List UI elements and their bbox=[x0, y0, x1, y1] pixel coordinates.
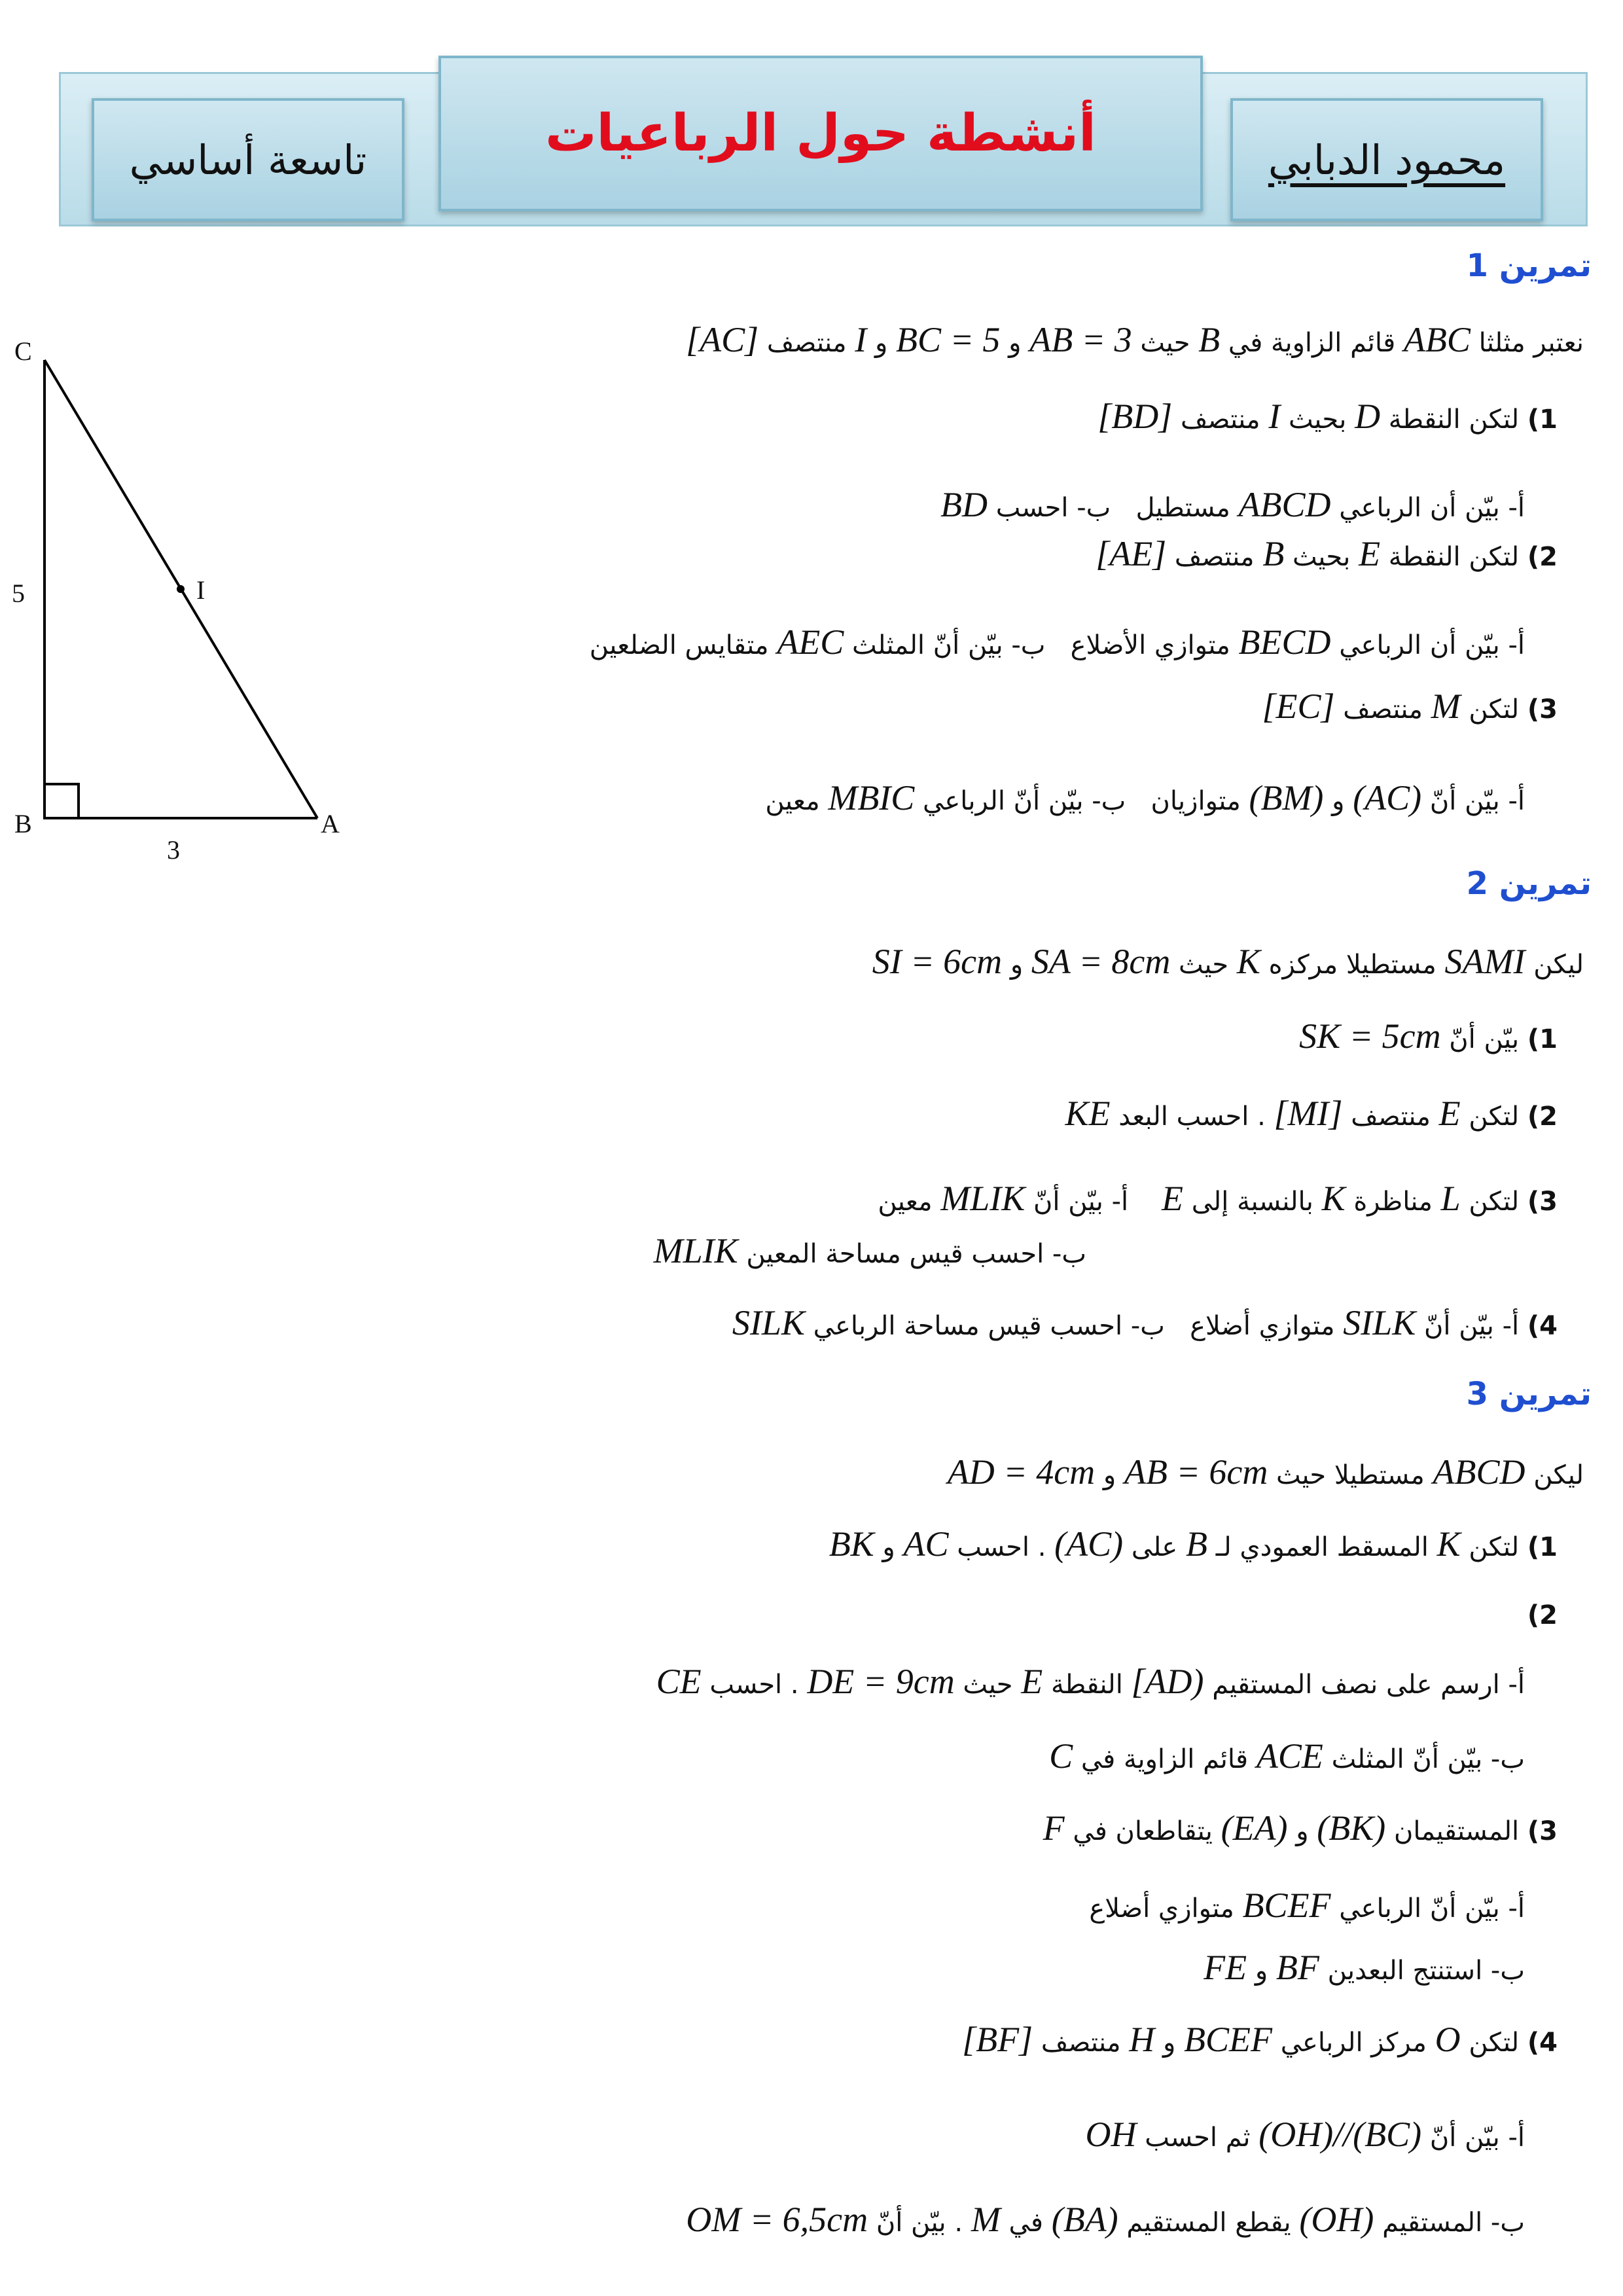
label-c: C bbox=[14, 340, 32, 366]
math: CE bbox=[656, 1662, 702, 1701]
ex3-q2a bbox=[656, 1661, 1525, 1702]
text: متوازي أضلاع bbox=[1089, 1893, 1234, 1924]
text: متوازي الأضلاع bbox=[1070, 630, 1230, 660]
text: أ- بيّن أنّ الرباعي bbox=[1339, 1893, 1525, 1924]
text: ليكن bbox=[1533, 1460, 1584, 1490]
text: لتكن النقطة bbox=[1388, 404, 1520, 435]
text: منتصف bbox=[1351, 1102, 1431, 1132]
math: C bbox=[1049, 1736, 1073, 1776]
text: منتصف bbox=[766, 328, 847, 358]
text: مستطيلا حيث bbox=[1276, 1460, 1425, 1490]
ex2-q4 bbox=[732, 1302, 1558, 1343]
text: بالنسبة إلى bbox=[1191, 1187, 1313, 1217]
math: AB = 3 bbox=[1029, 320, 1132, 359]
label-i: I bbox=[196, 575, 205, 605]
math: M bbox=[1431, 687, 1461, 726]
text: ب- بيّن أنّ المثلث bbox=[852, 630, 1046, 660]
text: على bbox=[1131, 1532, 1178, 1562]
text: يقطع المستقيم bbox=[1126, 2208, 1291, 2238]
ex1-q2 bbox=[1096, 533, 1558, 574]
text: أ- بيّن أنّ bbox=[1429, 2123, 1525, 2153]
math: BD bbox=[940, 485, 988, 524]
text: بيّن أنّ bbox=[1449, 1024, 1520, 1054]
math: H bbox=[1129, 2020, 1155, 2059]
text: منتصف bbox=[1174, 542, 1255, 572]
text: ليكن bbox=[1533, 950, 1584, 980]
math: (BM) bbox=[1249, 778, 1324, 817]
text: أ- بيّن أن الرباعي bbox=[1339, 493, 1525, 523]
math: (BK) bbox=[1317, 1808, 1386, 1848]
math: K bbox=[1436, 1524, 1461, 1564]
math: SILK bbox=[732, 1303, 805, 1342]
ex3-q4b bbox=[686, 2199, 1525, 2240]
text: معين bbox=[765, 786, 820, 816]
question-number: 3) bbox=[1527, 1816, 1558, 1846]
math: F bbox=[1043, 1808, 1065, 1848]
math: I bbox=[855, 320, 867, 359]
text: متوازي أضلاع bbox=[1190, 1311, 1335, 1341]
text: لتكن النقطة bbox=[1388, 542, 1520, 572]
text: لتكن bbox=[1469, 1102, 1520, 1132]
math: [AC] bbox=[686, 320, 759, 359]
math: FE bbox=[1204, 1948, 1247, 1987]
math: [AD) bbox=[1131, 1662, 1204, 1701]
math: [BF] bbox=[962, 2020, 1033, 2059]
triangle-figure bbox=[0, 340, 353, 864]
math: K bbox=[1236, 942, 1260, 981]
math: BC = 5 bbox=[895, 320, 1001, 359]
math: D bbox=[1355, 397, 1381, 436]
ex3-q2b bbox=[1049, 1736, 1525, 1776]
math: OH bbox=[1085, 2115, 1137, 2154]
ex2-intro bbox=[872, 941, 1584, 982]
question-number: 1) bbox=[1527, 1532, 1558, 1562]
label-b: B bbox=[14, 809, 32, 838]
text: منتصف bbox=[1180, 404, 1260, 435]
math: E bbox=[1438, 1094, 1461, 1133]
math: BCEF bbox=[1183, 2020, 1272, 2059]
text: لتكن bbox=[1469, 1187, 1520, 1217]
text: أ- ارسم على نصف المستقيم bbox=[1212, 1670, 1525, 1700]
math: DE = 9cm bbox=[807, 1662, 955, 1701]
ex3-intro bbox=[948, 1452, 1584, 1492]
ex2-q2 bbox=[1065, 1093, 1558, 1134]
math: ABC bbox=[1403, 320, 1471, 359]
ex1-intro bbox=[686, 319, 1584, 360]
math: B bbox=[1186, 1524, 1208, 1564]
math: ACE bbox=[1256, 1736, 1323, 1776]
label-a: A bbox=[321, 809, 340, 838]
text: ب- المستقيم bbox=[1382, 2208, 1525, 2238]
math: BCEF bbox=[1242, 1886, 1331, 1925]
text: و bbox=[1296, 1816, 1309, 1846]
math: KE bbox=[1065, 1094, 1111, 1133]
text: أ- بيّن أنّ bbox=[1429, 786, 1525, 816]
text: ب- احسب bbox=[995, 493, 1111, 523]
question-number: 4) bbox=[1527, 2028, 1558, 2058]
text: المسقط العمودي لـ bbox=[1215, 1532, 1429, 1562]
text: منتصف bbox=[1041, 2028, 1121, 2058]
text: ثم احسب bbox=[1145, 2123, 1251, 2153]
text: مستطيل bbox=[1135, 493, 1230, 523]
math: M bbox=[971, 2200, 1001, 2239]
text: و bbox=[1008, 328, 1022, 358]
math: [MI] bbox=[1274, 1094, 1343, 1133]
text: و bbox=[1162, 2028, 1176, 2058]
text: أ- بيّن أنّ bbox=[1033, 1187, 1129, 1217]
text: قائم الزاوية في bbox=[1228, 328, 1396, 358]
text: . احسب bbox=[957, 1532, 1046, 1562]
ex2-q1 bbox=[1299, 1016, 1558, 1056]
text: قائم الزاوية في bbox=[1080, 1744, 1249, 1774]
math: OM = 6,5cm bbox=[686, 2200, 868, 2239]
text: منتصف bbox=[1343, 694, 1423, 725]
author-name: محمود الدبابي bbox=[1268, 135, 1506, 184]
ex3-q2 bbox=[1527, 1600, 1558, 1630]
ex3-q3a bbox=[1089, 1885, 1525, 1926]
math: B bbox=[1198, 320, 1221, 359]
text: و bbox=[1010, 950, 1024, 980]
math: MLIK bbox=[940, 1179, 1026, 1218]
math: AD = 4cm bbox=[947, 1452, 1096, 1492]
math: B bbox=[1262, 534, 1285, 573]
ex3-q4a bbox=[1086, 2114, 1525, 2155]
ex2-q3b bbox=[654, 1230, 1086, 1271]
ex3-q3b bbox=[1204, 1947, 1525, 1988]
text: مستطيلا مركزه bbox=[1268, 950, 1436, 980]
math: SILK bbox=[1343, 1303, 1416, 1342]
text: و bbox=[882, 1532, 895, 1562]
text: نعتبر مثلثا bbox=[1478, 328, 1584, 358]
text: و bbox=[1332, 786, 1345, 816]
question-number: 2) bbox=[1527, 1600, 1558, 1630]
text: ب- بيّن أنّ المثلث bbox=[1331, 1744, 1525, 1774]
question-number: 1) bbox=[1527, 1024, 1558, 1054]
math: K bbox=[1321, 1179, 1346, 1218]
math: [BD] bbox=[1097, 397, 1173, 436]
text: متوازيان bbox=[1150, 786, 1241, 816]
text: ب- استنتج البعدين bbox=[1327, 1956, 1525, 1986]
text: معين bbox=[878, 1187, 933, 1217]
math: MBIC bbox=[828, 778, 915, 817]
text: . احسب bbox=[709, 1670, 799, 1700]
text: يتقاطعان في bbox=[1073, 1816, 1213, 1846]
text: ب- احسب قيس مساحة المعين bbox=[746, 1239, 1086, 1269]
math: [EC] bbox=[1262, 687, 1335, 726]
exercise-3-title: تمرين 3 bbox=[1466, 1376, 1592, 1412]
text: و bbox=[874, 328, 888, 358]
page-title-text: أنشطة حول الرباعيات bbox=[545, 104, 1096, 163]
question-number: 1) bbox=[1527, 404, 1558, 435]
ex2-q3 bbox=[878, 1178, 1558, 1219]
ex3-q4 bbox=[962, 2019, 1558, 2060]
math: O bbox=[1435, 2020, 1461, 2059]
text: و bbox=[1255, 1956, 1268, 1986]
math: BK bbox=[829, 1524, 874, 1564]
text: . بيّن أنّ bbox=[876, 2208, 963, 2238]
math: AC bbox=[903, 1524, 949, 1564]
label-side-bc: 5 bbox=[12, 579, 25, 608]
math: (OH) bbox=[1299, 2200, 1374, 2239]
author-box bbox=[1230, 98, 1543, 221]
math: (OH)//(BC) bbox=[1258, 2115, 1422, 2154]
math: (AC) bbox=[1054, 1524, 1124, 1564]
math: I bbox=[1268, 397, 1281, 436]
text: حيث bbox=[1140, 328, 1190, 358]
math: AEC bbox=[777, 622, 844, 662]
text: و bbox=[1103, 1460, 1116, 1490]
text: بحيث bbox=[1293, 542, 1351, 572]
math: SI = 6cm bbox=[872, 942, 1003, 981]
math: (EA) bbox=[1221, 1808, 1288, 1848]
exercise-2-title: تمرين 2 bbox=[1466, 865, 1592, 902]
question-number: 3) bbox=[1527, 694, 1558, 725]
text: ب- احسب قيس مساحة الرباعي bbox=[813, 1311, 1165, 1341]
right-angle-mark bbox=[45, 784, 79, 818]
exercise-1-title: تمرين 1 bbox=[1466, 247, 1592, 284]
text: لتكن bbox=[1469, 694, 1520, 725]
math: BECD bbox=[1238, 622, 1331, 662]
math: ABCD bbox=[1433, 1452, 1525, 1492]
grade-label-text: تاسعة أساسي bbox=[129, 135, 367, 184]
math: E bbox=[1359, 534, 1381, 573]
text: بحيث bbox=[1289, 404, 1347, 435]
question-number: 4) bbox=[1527, 1311, 1558, 1341]
page-title bbox=[438, 56, 1203, 211]
point-i bbox=[177, 585, 185, 593]
text: متقايس الضلعين bbox=[589, 630, 769, 660]
math: SA = 8cm bbox=[1031, 942, 1171, 981]
math: E bbox=[1162, 1179, 1183, 1218]
question-number: 3) bbox=[1527, 1187, 1558, 1217]
text: مناظرة bbox=[1353, 1187, 1433, 1217]
ex1-q3-parts bbox=[765, 778, 1525, 818]
math: SK = 5cm bbox=[1299, 1016, 1441, 1056]
ex3-q3 bbox=[1043, 1808, 1558, 1848]
text: أ- بيّن أن الرباعي bbox=[1339, 630, 1525, 660]
text: النقطة bbox=[1050, 1670, 1123, 1700]
math: AB = 6cm bbox=[1124, 1452, 1268, 1492]
ex1-q1-parts bbox=[940, 484, 1525, 525]
grade-label bbox=[92, 98, 404, 221]
math: SAMI bbox=[1444, 942, 1525, 981]
math: (AC) bbox=[1353, 778, 1422, 817]
text: ب- بيّن أنّ الرباعي bbox=[923, 786, 1126, 816]
text: حيث bbox=[963, 1670, 1013, 1700]
text: . احسب البعد bbox=[1118, 1102, 1266, 1132]
text: حيث bbox=[1179, 950, 1229, 980]
ex1-q1 bbox=[1097, 396, 1558, 437]
question-number: 2) bbox=[1527, 542, 1558, 572]
math: ABCD bbox=[1238, 485, 1331, 524]
ex3-q1 bbox=[829, 1524, 1558, 1564]
text: المستقيمان bbox=[1393, 1816, 1520, 1846]
math: E bbox=[1021, 1662, 1043, 1701]
math: (BA) bbox=[1051, 2200, 1118, 2239]
text: في bbox=[1008, 2208, 1043, 2238]
question-number: 2) bbox=[1527, 1102, 1558, 1132]
text: لتكن bbox=[1469, 2028, 1520, 2058]
math: [AE] bbox=[1096, 534, 1167, 573]
math: L bbox=[1440, 1179, 1461, 1218]
ex1-q2-parts bbox=[590, 622, 1525, 662]
text: أ- بيّن أنّ bbox=[1424, 1311, 1520, 1341]
math: MLIK bbox=[653, 1231, 738, 1270]
math: BF bbox=[1275, 1948, 1319, 1987]
text: لتكن bbox=[1469, 1532, 1520, 1562]
label-side-ab: 3 bbox=[167, 835, 180, 864]
text: مركز الرباعي bbox=[1280, 2028, 1427, 2058]
ex1-q3 bbox=[1262, 686, 1558, 726]
